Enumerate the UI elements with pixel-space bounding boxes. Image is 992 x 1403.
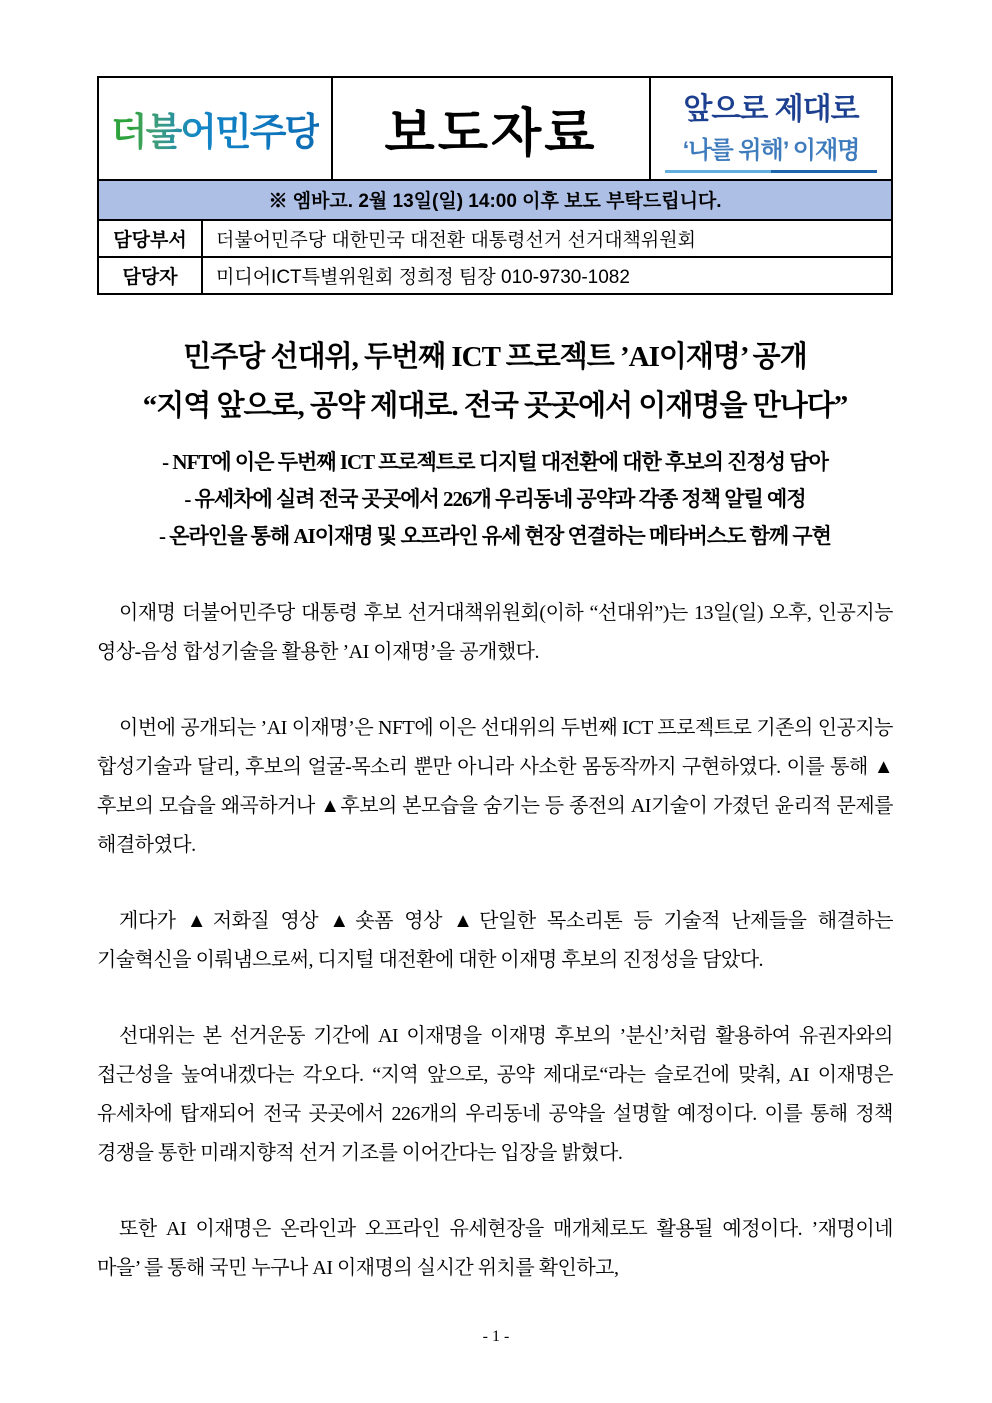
contact-person-label: 담당자	[99, 258, 203, 293]
doc-type-cell	[333, 78, 651, 179]
body-paragraph: 게다가 ▲저화질 영상 ▲숏폼 영상 ▲단일한 목소리톤 등 기술적 난제들을 해결하는 기술혁신을 이뤄냄으로써, 디지털 대전환에 대한 이재명 후보의 진정성을 담았다.	[97, 910, 893, 971]
subtitle-bullet: - NFT에 이은 두번째 ICT 프로젝트로 디지털 대전환에 대한 후보의 진정성 담아	[162, 450, 828, 474]
slogan-underline	[665, 170, 877, 173]
page-number: - 1 -	[482, 1328, 510, 1345]
slogan-line2: ‘나를 위해’ 이재명	[682, 137, 860, 164]
body-paragraphs	[97, 594, 893, 1288]
headline-line1: 민주당 선대위, 두번째 ICT 프로젝트 ’AI이재명’ 공개	[183, 341, 807, 373]
slogan-line1: 앞으로 제대로	[683, 93, 859, 126]
department-label: 담당부서	[99, 221, 203, 256]
doc-type-title: 보도자료	[384, 105, 598, 163]
contact-row-person	[99, 256, 891, 293]
embargo-notice: ※ 엠바고. 2월 13일(일) 14:00 이후 보도 부탁드립니다.	[99, 179, 891, 219]
party-logo-text: 더불어민주당	[111, 101, 319, 156]
party-logo-cell	[99, 78, 333, 179]
press-header-table	[97, 76, 893, 295]
body-paragraph: 또한 AI 이재명은 온라인과 오프라인 유세현장을 매개체로도 활용될 예정이다. ’재명이네 마을’ 를 통해 국민 누구나 AI 이재명의 실시간 위치를 확인하고,	[97, 1218, 893, 1279]
contact-person-value: 미디어ICT특별위원회 정희정 팀장 010-9730-1082	[216, 267, 630, 288]
subtitle-bullet-list	[97, 444, 893, 555]
document-body	[97, 333, 893, 1288]
body-paragraph: 이번에 공개되는 ’AI 이재명’은 NFT에 이은 선대위의 두번째 ICT 프로젝트로 기존의 인공지능 합성기술과 달리, 후보의 얼굴-목소리 뿐만 아니라 사소한 몸동작까지 구현하였다. 이를 통해 ▲후보의 모습을 왜곡하거나 ▲후보의 본모습을 숨기는 등 종전의 AI기술이 가졌던 윤리적 문제를 해결하였다.	[97, 717, 893, 856]
body-paragraph: 선대위는 본 선거운동 기간에 AI 이재명을 이재명 후보의 ’분신’처럼 활용하여 유권자와의 접근성을 높여내겠다는 각오다. “지역 앞으로, 공약 제대로“라는 슬로건에 맞춰, AI 이재명은 유세차에 탑재되어 전국 곳곳에서 226개의 우리동네 공약을 설명할 예정이다. 이를 통해 정책 경쟁을 통한 미래지향적 선거 기조를 이어간다는 입장을 밝혔다.	[97, 1025, 893, 1164]
subtitle-bullet: - 온라인을 통해 AI이재명 및 오프라인 유세 현장 연결하는 메타버스도 함께 구현	[159, 524, 831, 548]
subtitle-bullet: - 유세차에 실려 전국 곳곳에서 226개 우리동네 공약과 각종 정책 알릴 예정	[184, 487, 806, 511]
department-value: 더불어민주당 대한민국 대전환 대통령선거 선거대책위원회	[216, 230, 696, 251]
headline-line2: “지역 앞으로, 공약 제대로. 전국 곳곳에서 이재명을 만나다”	[142, 390, 848, 422]
body-paragraph: 이재명 더불어민주당 대통령 후보 선거대책위원회(이하 “선대위”)는 13일(일) 오후, 인공지능 영상-음성 합성기술을 활용한 ’AI 이재명’을 공개했다.	[97, 602, 893, 663]
campaign-slogan-cell	[651, 78, 891, 179]
header-top-row	[99, 78, 891, 179]
contact-row-department	[99, 219, 891, 256]
